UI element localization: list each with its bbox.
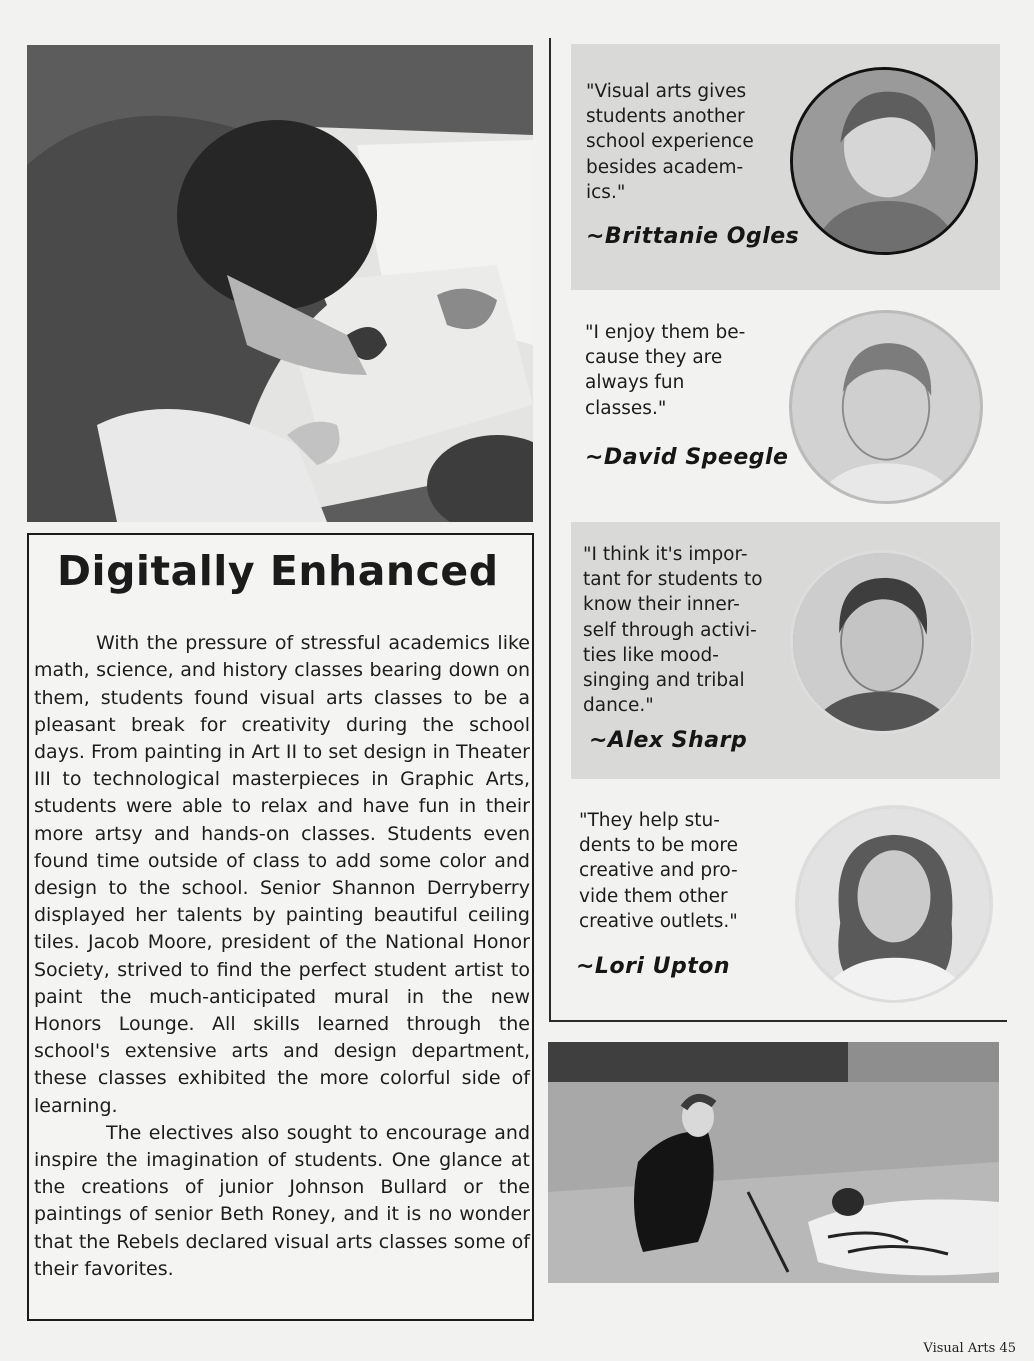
portrait-art	[793, 70, 975, 252]
quote-author: ~David Speegle	[585, 445, 789, 470]
portrait-photo	[790, 67, 978, 255]
portrait-art	[798, 808, 990, 1000]
quote-box-alex	[571, 522, 1000, 779]
portrait-art	[792, 313, 980, 501]
photo-student-painting-art	[27, 45, 533, 522]
quote-text: "I enjoy them be- cause they are always fun classes."	[585, 322, 746, 419]
quote-author: ~Alex Sharp	[589, 728, 748, 753]
quote-author: ~Lori Upton	[576, 954, 731, 979]
article-paragraph-2: The electives also sought to encourage and inspire the imagination of students. One glance at the creations of junior Johnson Bullard or the paintings of senior Beth Roney, and it is no wonder that the Rebels declared visual arts classes some of their favorites.	[34, 1121, 530, 1280]
photo-student-painting	[27, 45, 533, 522]
article-paragraph-1: With the pressure of stressful academics like math, science, and history classes bearing down on them, students found visual arts classes to be a pleasant break for creativity during the school days. From painting in Art II to set design in Theater III to technological masterpieces in Graphic Arts, students were able to relax and have fun in their more artsy and hands-on classes. Students even found time outside of class to add some color and design to the school. Senior Shannon Derryberry displayed her talents by painting beautiful ceiling tiles. Jacob Moore, president of the National Honor Society, strived to find the perfect student artist to paint the much-anticipated mural in the new Honors Lounge. All skills learned through the school's extensive arts and design department, these classes exhibited the more colorful side of learning.	[34, 632, 530, 1117]
article-heading: Digitally Enhanced	[57, 547, 499, 595]
photo-floor-painting-art	[548, 1042, 999, 1283]
portrait-photo	[795, 805, 993, 1003]
column-rule-vertical	[549, 38, 551, 1022]
portrait-photo	[789, 310, 983, 504]
portrait-photo	[790, 550, 974, 734]
quote-box-david	[571, 300, 1000, 512]
quote-text: "Visual arts gives students another school experience besides academ- ics."	[586, 81, 754, 203]
quote-box-brittanie	[571, 44, 1000, 290]
page-folio: Visual Arts 45	[923, 1341, 1016, 1356]
column-rule-horizontal	[549, 1020, 1007, 1022]
article-box	[27, 533, 534, 1321]
quote-box-lori	[571, 790, 1000, 1012]
photo-floor-painting	[548, 1042, 999, 1283]
portrait-art	[793, 553, 971, 731]
quote-author: ~Brittanie Ogles	[586, 224, 800, 249]
quote-text: "They help stu- dents to be more creative and pro- vide them other creative outlets."	[579, 810, 739, 932]
quote-text: "I think it's impor- tant for students to know their inner- self through activi- ties like mood- singing and tribal dance."	[583, 544, 763, 717]
